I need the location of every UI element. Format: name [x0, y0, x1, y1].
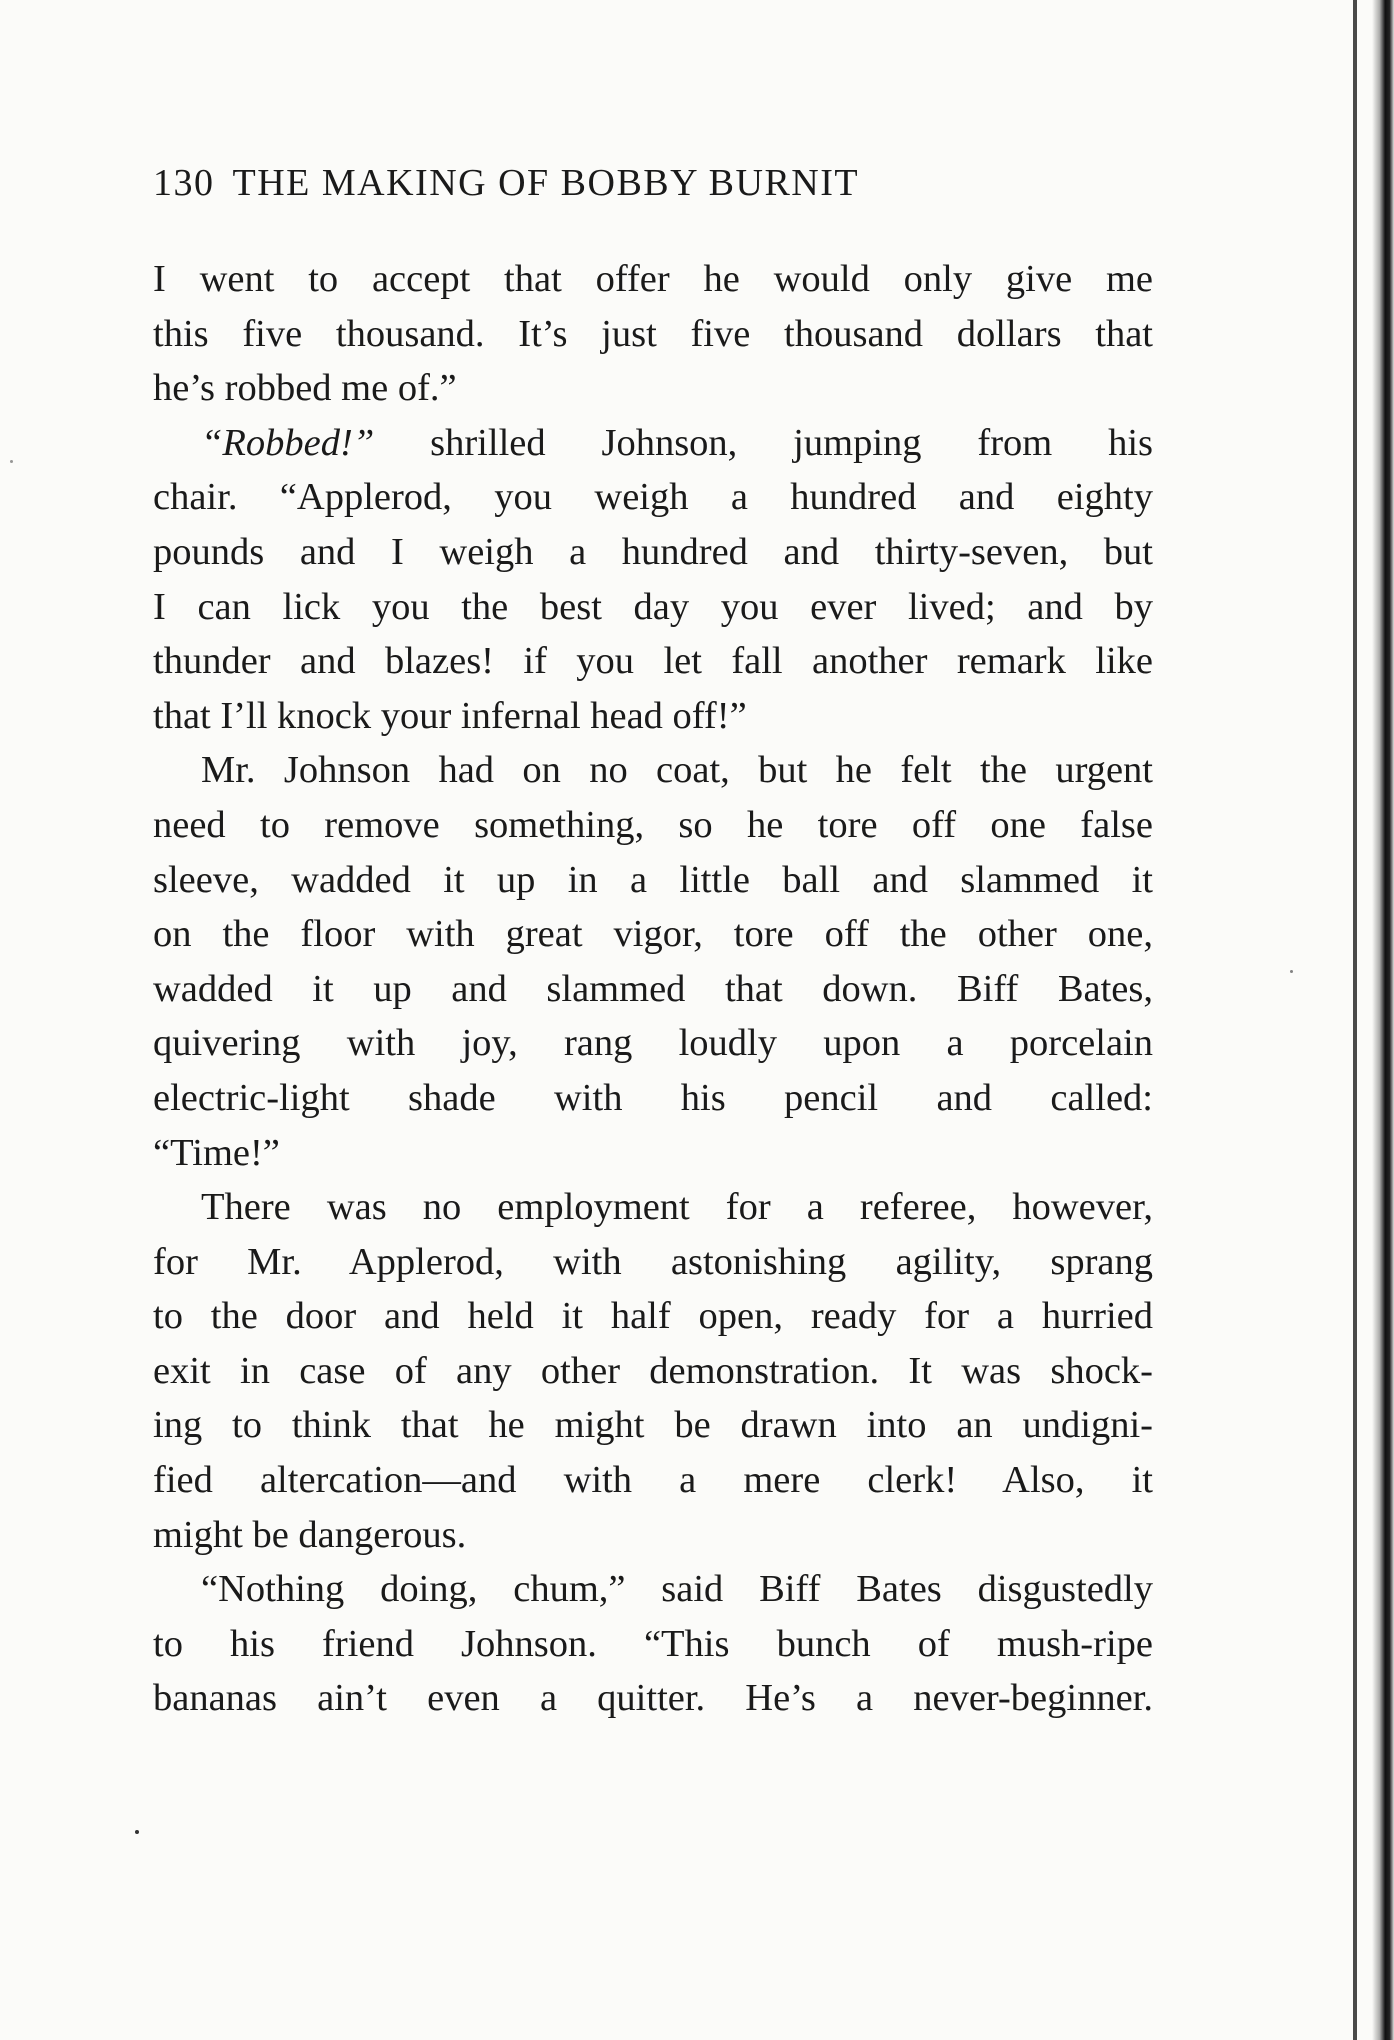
paragraph-5-line-1: “Nothing doing, chum,” said Biff Bates disgustedly — [201, 1568, 1153, 1611]
paragraph-2-line-3: pounds and I weigh a hundred and thirty-seven, but — [153, 530, 1153, 573]
scan-speck — [135, 1830, 139, 1834]
paragraph-2-line-2: chair. “Applerod, you weigh a hundred and eighty — [153, 476, 1153, 519]
paragraph-4-line-7: might be dangerous. — [153, 1513, 467, 1556]
paragraph-2-italic-lead: “Robbed!” — [201, 421, 375, 464]
paragraph-3-line-8: “Time!” — [153, 1131, 280, 1174]
paragraph-5-line-3: bananas ain’t even a quitter. He’s a never-beginner. — [153, 1677, 1153, 1720]
page-number: 130 — [153, 162, 215, 204]
paragraph-3-line-1: Mr. Johnson had on no coat, but he felt the urgent — [201, 749, 1153, 792]
scan-speck — [10, 460, 13, 463]
paragraph-3-line-2: need to remove something, so he tore off one false — [153, 803, 1153, 846]
paragraph-3-line-4: on the floor with great vigor, tore off the other one, — [153, 913, 1153, 956]
paragraph-3-line-3: sleeve, wadded it up in a little ball and slammed it — [153, 858, 1153, 901]
paragraph-4-line-1: There was no employment for a referee, however, — [201, 1186, 1153, 1229]
page-binding-shadow — [1372, 0, 1394, 2040]
paragraph-1-line-3: he’s robbed me of.” — [153, 367, 457, 410]
paragraph-4-line-2: for Mr. Applerod, with astonishing agility, sprang — [153, 1240, 1153, 1283]
paragraph-4-line-4: exit in case of any other demonstration. It was shock- — [153, 1349, 1153, 1392]
paragraph-5-line-2: to his friend Johnson. “This bunch of mush-ripe — [153, 1622, 1153, 1665]
paragraph-4-line-5: ing to think that he might be drawn into an undigni- — [153, 1404, 1153, 1447]
paragraph-3-line-7: electric-light shade with his pencil and called: — [153, 1076, 1153, 1119]
paragraph-1-line-1: I went to accept that offer he would only give me — [153, 258, 1153, 300]
paragraph-2-line-4: I can lick you the best day you ever lived; and by — [153, 585, 1153, 628]
paragraph-4-line-6: fied altercation—and with a mere clerk! Also, it — [153, 1459, 1153, 1502]
book-title: THE MAKING OF BOBBY BURNIT — [232, 162, 860, 204]
scan-speck — [1290, 970, 1293, 973]
paragraph-2-line-1-text: shrilled Johnson, jumping from his — [430, 421, 1154, 464]
page-binding-edge-line — [1353, 0, 1357, 2040]
paragraph-4-line-3: to the door and held it half open, ready for a hurried — [153, 1295, 1153, 1338]
body-text — [153, 252, 1153, 1726]
paragraph-1-line-2: this five thousand. It’s just five thousand dollars that — [153, 312, 1153, 355]
paragraph-3-line-5: wadded it up and slammed that down. Biff Bates, — [153, 967, 1153, 1010]
paragraph-2-line-1 — [153, 416, 1153, 471]
paragraph-2-line-5: thunder and blazes! if you let fall another remark like — [153, 640, 1153, 683]
running-head — [153, 160, 1153, 206]
paragraph-3-line-6: quivering with joy, rang loudly upon a porcelain — [153, 1022, 1153, 1065]
paragraph-2-line-6: that I’ll knock your infernal head off!” — [153, 694, 747, 737]
